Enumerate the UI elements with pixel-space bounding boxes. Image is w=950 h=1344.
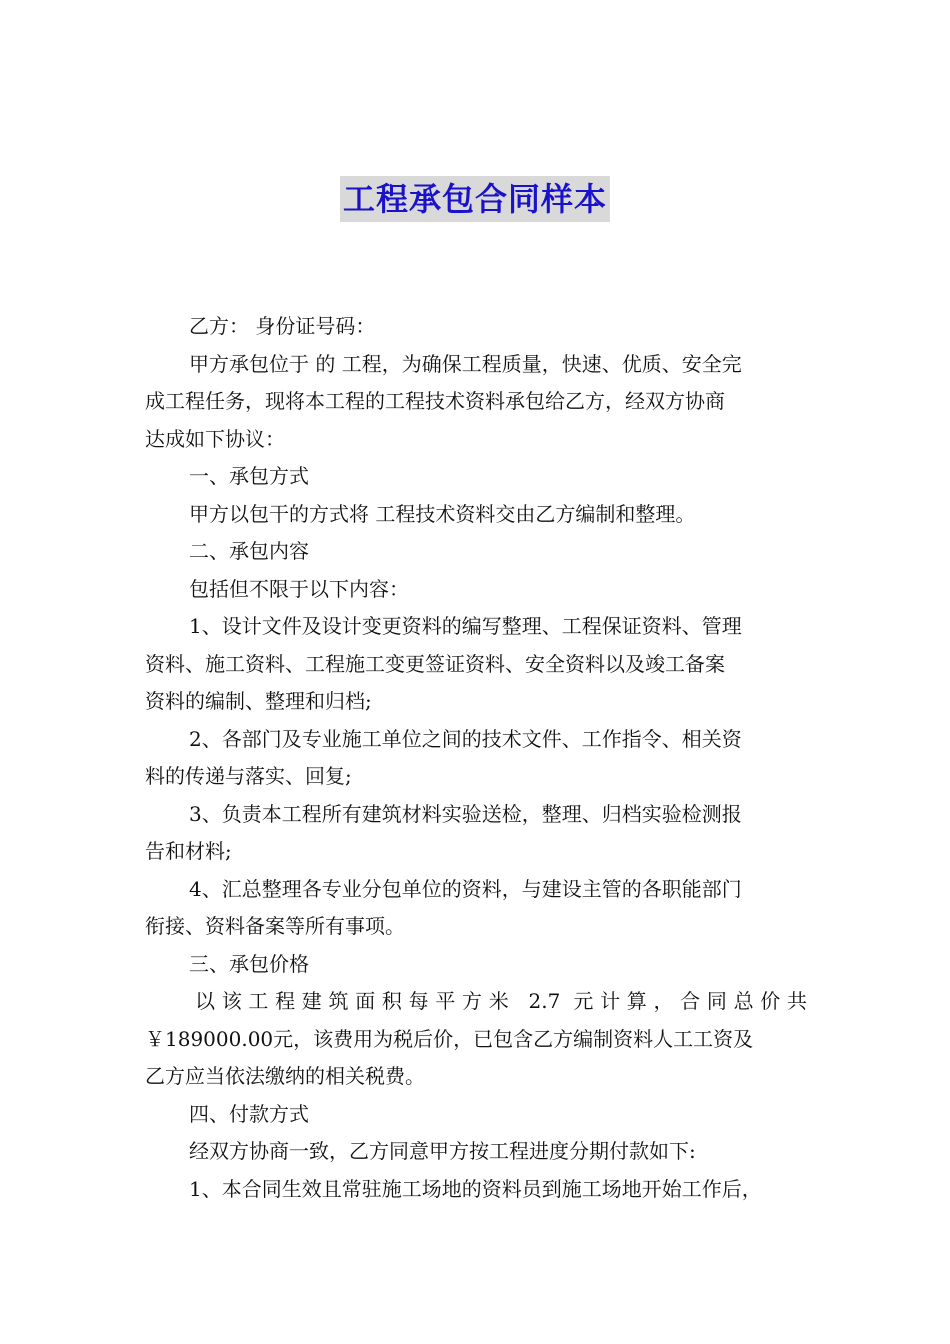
paragraph-text: 甲方以包干的方式将 工程技术资料交由乙方编制和整理。 [189,501,696,526]
list-item-1 [145,608,807,721]
heading-text: 二、承包内容 [189,539,309,563]
paragraph-line: ￥189000.00元，该费用为税后价，已包含乙方编制资料人工工资及 [145,1026,754,1051]
list-item-2 [145,721,807,796]
paragraph-line: 乙方应当依法缴纳的相关税费。 [145,1064,425,1088]
heading-text: 三、承包价格 [189,951,309,976]
paragraph-text: 乙方： 身份证号码： [189,314,376,338]
paragraph-line: 2、各部门及专业施工单位之间的技术文件、工作指令、相关资 [189,726,742,751]
paragraph-line: 资料的编制、整理和归档; [145,689,372,713]
document-title: 工程承包合同样本 [340,176,610,222]
paragraph-line: 成工程任务，现将本工程的工程技术资料承包给乙方，经双方协商 [145,389,725,413]
payment-item-1 [145,1171,807,1209]
paragraph-text: 1、本合同生效且常驻施工场地的资料员到施工场地开始工作后， [189,1176,762,1201]
heading-text: 一、承包方式 [189,464,309,488]
paragraph-line: 料的传递与落实、回复; [145,764,352,788]
paragraph-line: 告和材料; [145,839,232,863]
list-item-3 [145,796,807,871]
paragraph-line: 资料、施工资料、工程施工变更签证资料、安全资料以及竣工备案 [145,651,725,676]
title-container [0,176,950,222]
section-2-intro [145,571,807,609]
heading-text: 四、付款方式 [189,1101,309,1126]
list-item-4 [145,871,807,946]
paragraph-line: 4、汇总整理各专业分包单位的资料，与建设主管的各职能部门 [189,876,742,901]
paragraph-line: 3、负责本工程所有建筑材料实验送检，整理、归档实验检测报 [189,801,742,826]
price-paragraph [145,983,807,1096]
section-heading-1 [145,458,807,496]
paragraph-line: 达成如下协议： [145,426,285,451]
intro-paragraph [145,346,807,459]
paragraph-line: 甲方承包位于 的 工程，为确保工程质量，快速、优质、安全完 [189,351,742,376]
paragraph-line: 衔接、资料备案等所有事项。 [145,914,405,938]
section-1-paragraph [145,496,807,534]
document-body [145,308,807,1208]
paragraph-text: 经双方协商一致，乙方同意甲方按工程进度分期付款如下: [189,1139,696,1163]
section-heading-3 [145,946,807,984]
paragraph-line: 1、设计文件及设计变更资料的编写整理、工程保证资料、管理 [189,614,742,638]
paragraph-line: 以该工程建筑面积每平方米 2.7 元计算，合同总价共 [195,989,807,1013]
section-heading-2 [145,533,807,571]
party-b-line [145,308,807,346]
payment-intro [145,1133,807,1171]
paragraph-text: 包括但不限于以下内容： [189,576,409,601]
section-heading-4 [145,1096,807,1134]
